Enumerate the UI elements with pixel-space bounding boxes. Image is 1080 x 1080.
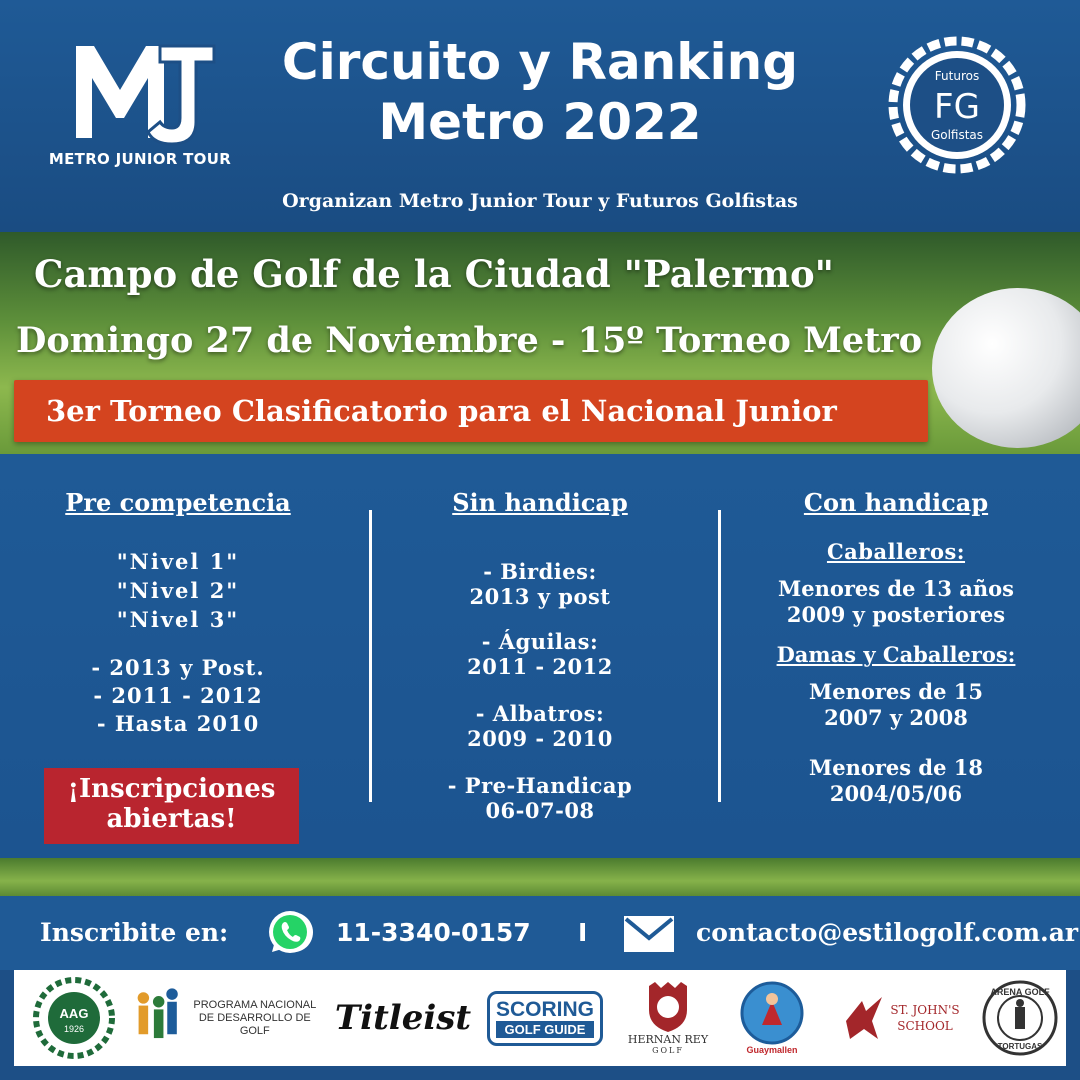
cta-line-2: abiertas! [106,804,237,834]
aag-name-text: AAG [59,1006,89,1021]
guaymallen-badge-icon [740,981,804,1045]
mjt-monogram-icon [68,38,218,148]
contact-separator: I [578,918,588,947]
whatsapp-icon[interactable] [266,908,314,956]
laurel-icon [32,976,116,1060]
contact-label: Inscribite en: [40,918,229,947]
caballeros-category [726,576,1066,628]
event-venue: Campo de Golf de la Ciudad "Palermo" [34,252,834,296]
scoring-line-2: GOLF GUIDE [496,1021,594,1038]
scoring-golf-guide-logo [486,970,604,1066]
inscripciones-text [44,774,299,834]
category-name: - Águilas: [481,629,599,654]
hernan-line-2: GOLF [652,1046,684,1055]
hernan-line-1: HERNAN REY [627,1033,709,1046]
page-title [250,32,830,152]
cta-line-1: ¡Inscripciones [67,774,276,804]
titleist-text: Titleist [334,998,472,1038]
event-date: Domingo 27 de Noviembre - 15º Torneo Metro [16,320,923,361]
pre-years-list [8,654,348,738]
arena-golf-badge-icon [981,979,1059,1057]
year-item: - 2011 - 2012 [93,683,263,708]
st-johns-line-1: ST. JOHN'S [890,1003,960,1017]
envelope-icon[interactable] [622,914,676,954]
column-divider [718,510,721,802]
title-line-1: Circuito y Ranking [281,33,799,91]
metro-junior-tour-logo [40,38,240,178]
mjt-logo-text: METRO JUNIOR TOUR [48,150,232,168]
inscripciones-button[interactable] [44,768,299,844]
menores-15-category [726,679,1066,731]
sin-item [370,773,710,823]
year-item: - 2013 y Post. [91,655,265,680]
aag-year-text: 1926 [63,1024,85,1034]
grass-strip [0,858,1080,896]
category-years: 2007 y 2008 [824,705,968,730]
category-years: 06-07-08 [485,798,595,823]
levels-list [8,547,348,634]
aag-logo [28,970,120,1066]
hernan-rey-logo [620,970,716,1066]
category-name: Menores de 15 [808,679,984,704]
pndg-line-1: PROGRAMA NACIONAL [193,998,317,1011]
st-johns-line-2: SCHOOL [897,1019,953,1033]
category-name: Menores de 13 años [777,576,1015,601]
guaymallen-text: Guaymallen [746,1044,798,1055]
category-years: 2009 - 2010 [467,726,613,751]
pndg-text [186,999,324,1038]
title-line-2: Metro 2022 [378,93,702,151]
golfer-silhouettes-icon [130,983,182,1053]
level-item: "Nivel 3" [116,607,240,632]
sin-item [370,629,710,679]
pndg-line-2: DE DESARROLLO DE GOLF [198,1011,311,1037]
sin-item [370,701,710,751]
sin-handicap-column [370,488,710,823]
year-item: - Hasta 2010 [96,711,260,736]
guaymallen-logo [730,970,814,1066]
fg-bottom-text: Golfistas [930,128,984,142]
sponsors-bar [14,970,1066,1066]
programa-nacional-logo [130,970,324,1066]
contact-email[interactable]: contacto@estilogolf.com.ar [696,918,1079,947]
scoring-badge [487,991,603,1046]
arena-bottom-text: TORTUGAS [997,1042,1043,1051]
con-handicap-column [726,488,1066,807]
qualifier-banner [14,380,928,442]
sin-item [370,559,710,609]
category-years: 2009 y posteriores [786,602,1006,627]
level-item: "Nivel 2" [116,578,240,603]
pre-competencia-heading: Pre competencia [65,488,291,517]
level-item: "Nivel 1" [116,549,240,574]
category-name: Menores de 18 [808,755,984,780]
organizers-subtitle: Organizan Metro Junior Tour y Futuros Golfistas [282,190,798,212]
qualifier-banner-text: 3er Torneo Clasificatorio para el Nacional Junior [46,394,837,428]
category-years: 2004/05/06 [829,781,963,806]
arena-golf-logo [978,970,1062,1066]
category-years: 2013 y post [469,584,611,609]
menores-18-category [726,755,1066,807]
damas-caballeros-heading: Damas y Caballeros: [776,642,1016,667]
scoring-line-1: SCORING [495,997,594,1021]
titleist-logo [332,970,474,1066]
phone-number[interactable]: 11-3340-0157 [336,918,531,947]
category-name: - Albatros: [475,701,605,726]
arena-top-text: ARENA GOLF [990,987,1050,997]
lion-shield-icon [645,980,691,1034]
category-name: - Pre-Handicap [447,773,633,798]
fg-top-text: Futuros [934,69,980,83]
futuros-golfistas-logo [888,36,1026,174]
category-years: 2011 - 2012 [467,654,613,679]
st-johns-logo [834,970,968,1066]
eagle-icon [842,991,886,1045]
caballeros-heading: Caballeros: [826,539,966,564]
sin-handicap-heading: Sin handicap [452,488,628,517]
fg-mid-text: FG [934,87,980,127]
st-johns-text [890,1002,959,1034]
category-name: - Birdies: [483,559,597,584]
con-handicap-heading: Con handicap [803,488,989,517]
pre-competencia-column [8,488,348,738]
